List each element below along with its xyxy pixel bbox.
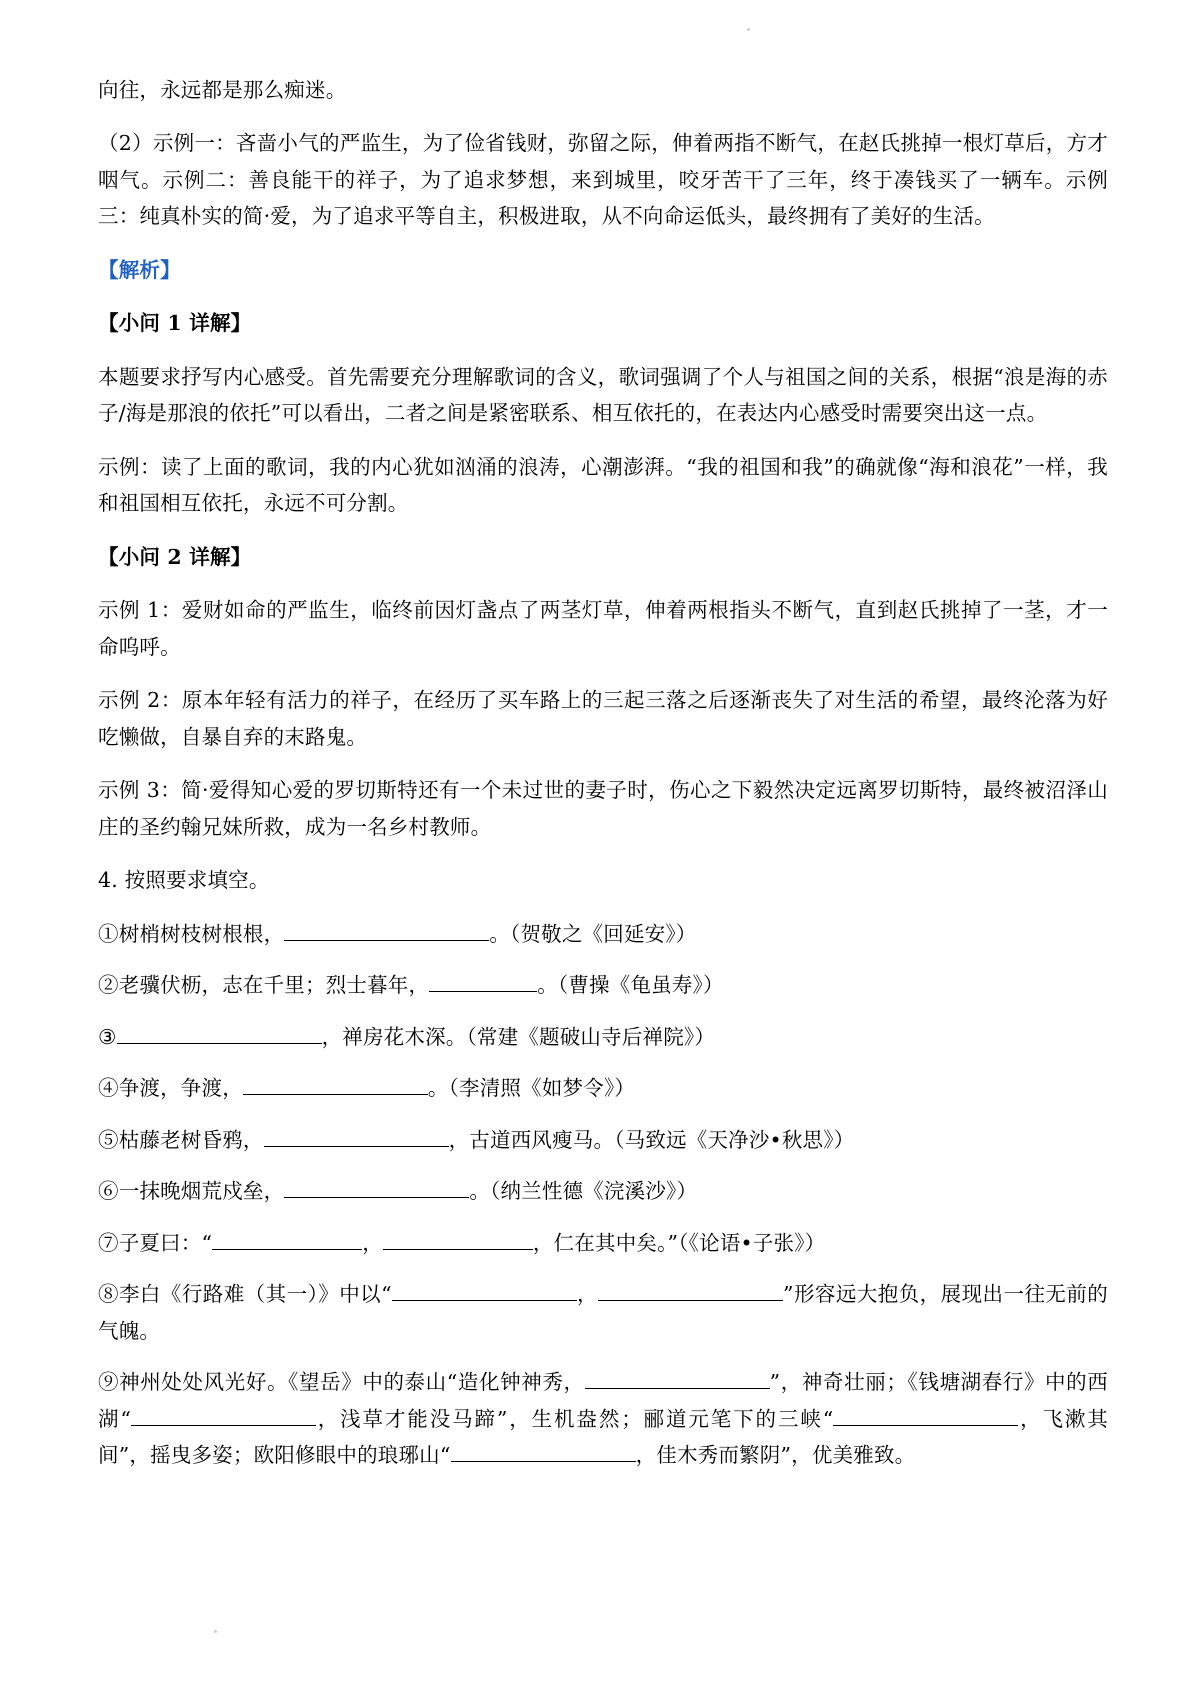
page-artifact-dot-top (747, 28, 750, 31)
fill-in-item (98, 1019, 1108, 1055)
fill-in-text: ②老骥伏枥，志在千里；烈士暮年， (98, 973, 430, 998)
analysis-label: 【解析】 (98, 257, 181, 282)
fill-in-text: 。（贺敬之《回延安》） (489, 921, 697, 946)
fill-in-text: ，禅房花木深。（常建《题破山寺后禅院》） (321, 1024, 716, 1049)
fill-in-item (98, 1225, 1108, 1261)
answer-blank[interactable] (451, 1442, 636, 1462)
fill-in-text: ”，神奇壮丽；《钱塘湖春行》中的西湖“ (98, 1370, 1109, 1431)
sub-question-2-example-2: 示例 2：原本年轻有活力的祥子，在经历了买车路上的三起三落之后逐渐丧失了对生活的希望，最终沦落为好吃懒做，自暴自弃的末路鬼。 (98, 688, 1108, 749)
fill-in-text: 。（纳兰性德《浣溪沙》） (469, 1179, 698, 1204)
fill-in-text: ，仁在其中矣。”（《论语•子张》） (532, 1230, 826, 1255)
answer-blank[interactable] (243, 1075, 428, 1095)
fill-in-text: ”形容远大抱负，展现出一往无前的气魄。 (98, 1282, 1109, 1343)
answer-blank[interactable] (284, 920, 489, 940)
fill-in-item (98, 1276, 1108, 1349)
answer-blank[interactable] (383, 1229, 533, 1249)
fill-in-text: ，浅草才能没马蹄”，生机盎然；郦道元笔下的三峡“ (316, 1406, 834, 1431)
sub-question-2-example-3: 示例 3：简·爱得知心爱的罗切斯特还有一个未过世的妻子时，伤心之下毅然决定远离罗切斯特，最终被沼泽山庄的圣约翰兄妹所救，成为一名乡村教师。 (98, 778, 1108, 839)
fill-in-text: ，飞漱其间”，摇曳多姿；欧阳修眼中的琅琊山“ (98, 1406, 1108, 1468)
fill-in-item (98, 967, 1108, 1003)
document-body (98, 72, 1108, 1489)
fill-in-text: ⑨神州处处风光好。《望岳》中的泰山“造化钟神秀， (98, 1370, 585, 1395)
fill-in-item (98, 1122, 1108, 1158)
paragraph-answer-2: （2）示例一：吝啬小气的严监生，为了俭省钱财，弥留之际，伸着两指不断气，在赵氏挑掉一根灯草后，方才咽气。示例二：善良能干的祥子，为了追求梦想，来到城里，咬牙苦干了三年，终于凑钱买了一辆车。示例三：纯真朴实的简·爱，为了追求平等自主，积极进取，从不向命运低头，最终拥有了美好的生活。 (98, 131, 1108, 229)
fill-in-text: 。（曹操《龟虽寿》） (537, 973, 724, 998)
fill-in-text: ，佳木秀而繁阴”，优美雅致。 (635, 1443, 916, 1468)
page-artifact-dot-bottom (214, 1630, 217, 1633)
question-4-heading: 4. 按照要求填空。 (98, 868, 270, 893)
fill-in-the-blank-list (98, 916, 1108, 1474)
answer-blank[interactable] (429, 972, 537, 992)
fill-in-text: ⑦子夏曰：“ (98, 1230, 213, 1255)
answer-blank[interactable] (131, 1405, 316, 1425)
answer-blank[interactable] (392, 1281, 577, 1301)
fill-in-text: 。（李清照《如梦令》） (427, 1076, 636, 1101)
fill-in-text: ， (362, 1230, 383, 1255)
fill-in-item (98, 916, 1108, 952)
fill-in-text: ⑧李白《行路难（其一）》中以“ (98, 1282, 392, 1307)
fill-in-text: ⑤枯藤老树昏鸦， (98, 1127, 264, 1152)
answer-blank[interactable] (598, 1281, 783, 1301)
fill-in-text: ①树梢树枝树根根， (98, 921, 285, 946)
fill-in-text: ③ (98, 1024, 117, 1049)
fill-in-text: ④争渡，争渡， (98, 1076, 243, 1101)
answer-blank[interactable] (212, 1229, 362, 1249)
fill-in-item (98, 1070, 1108, 1106)
fill-in-item (98, 1173, 1108, 1209)
answer-blank[interactable] (264, 1126, 449, 1146)
paragraph-continuation: 向往，永远都是那么痴迷。 (98, 78, 347, 102)
sub-question-1-body: 本题要求抒写内心感受。首先需要充分理解歌词的含义，歌词强调了个人与祖国之间的关系，根据“浪是海的赤子/海是那浪的依托”可以看出，二者之间是紧密联系、相互依托的，在表达内心感受时需要突出这一点。 (98, 364, 1108, 426)
sub-question-1-label: 【小问 1 详解】 (98, 311, 252, 336)
fill-in-text: ，古道西风瘦马。（马致远《天净沙•秋思》） (448, 1127, 855, 1152)
fill-in-item (98, 1364, 1108, 1473)
sub-question-2-example-1: 示例 1：爱财如命的严监生，临终前因灯盏点了两茎灯草，伸着两根指头不断气，直到赵氏挑掉了一茎，才一命呜呼。 (98, 598, 1108, 659)
fill-in-text: ， (576, 1282, 599, 1307)
answer-blank[interactable] (284, 1178, 469, 1198)
sub-question-2-label: 【小问 2 详解】 (98, 544, 252, 569)
answer-blank[interactable] (117, 1023, 322, 1043)
fill-in-text: ⑥一抹晚烟荒戍垒， (98, 1179, 285, 1204)
sub-question-1-example: 示例：读了上面的歌词，我的内心犹如汹涌的浪涛，心潮澎湃。“我的祖国和我”的确就像“海和浪花”一样，我和祖国相互依托，永远不可分割。 (98, 454, 1108, 516)
answer-blank[interactable] (833, 1405, 1018, 1425)
answer-blank[interactable] (585, 1369, 770, 1389)
